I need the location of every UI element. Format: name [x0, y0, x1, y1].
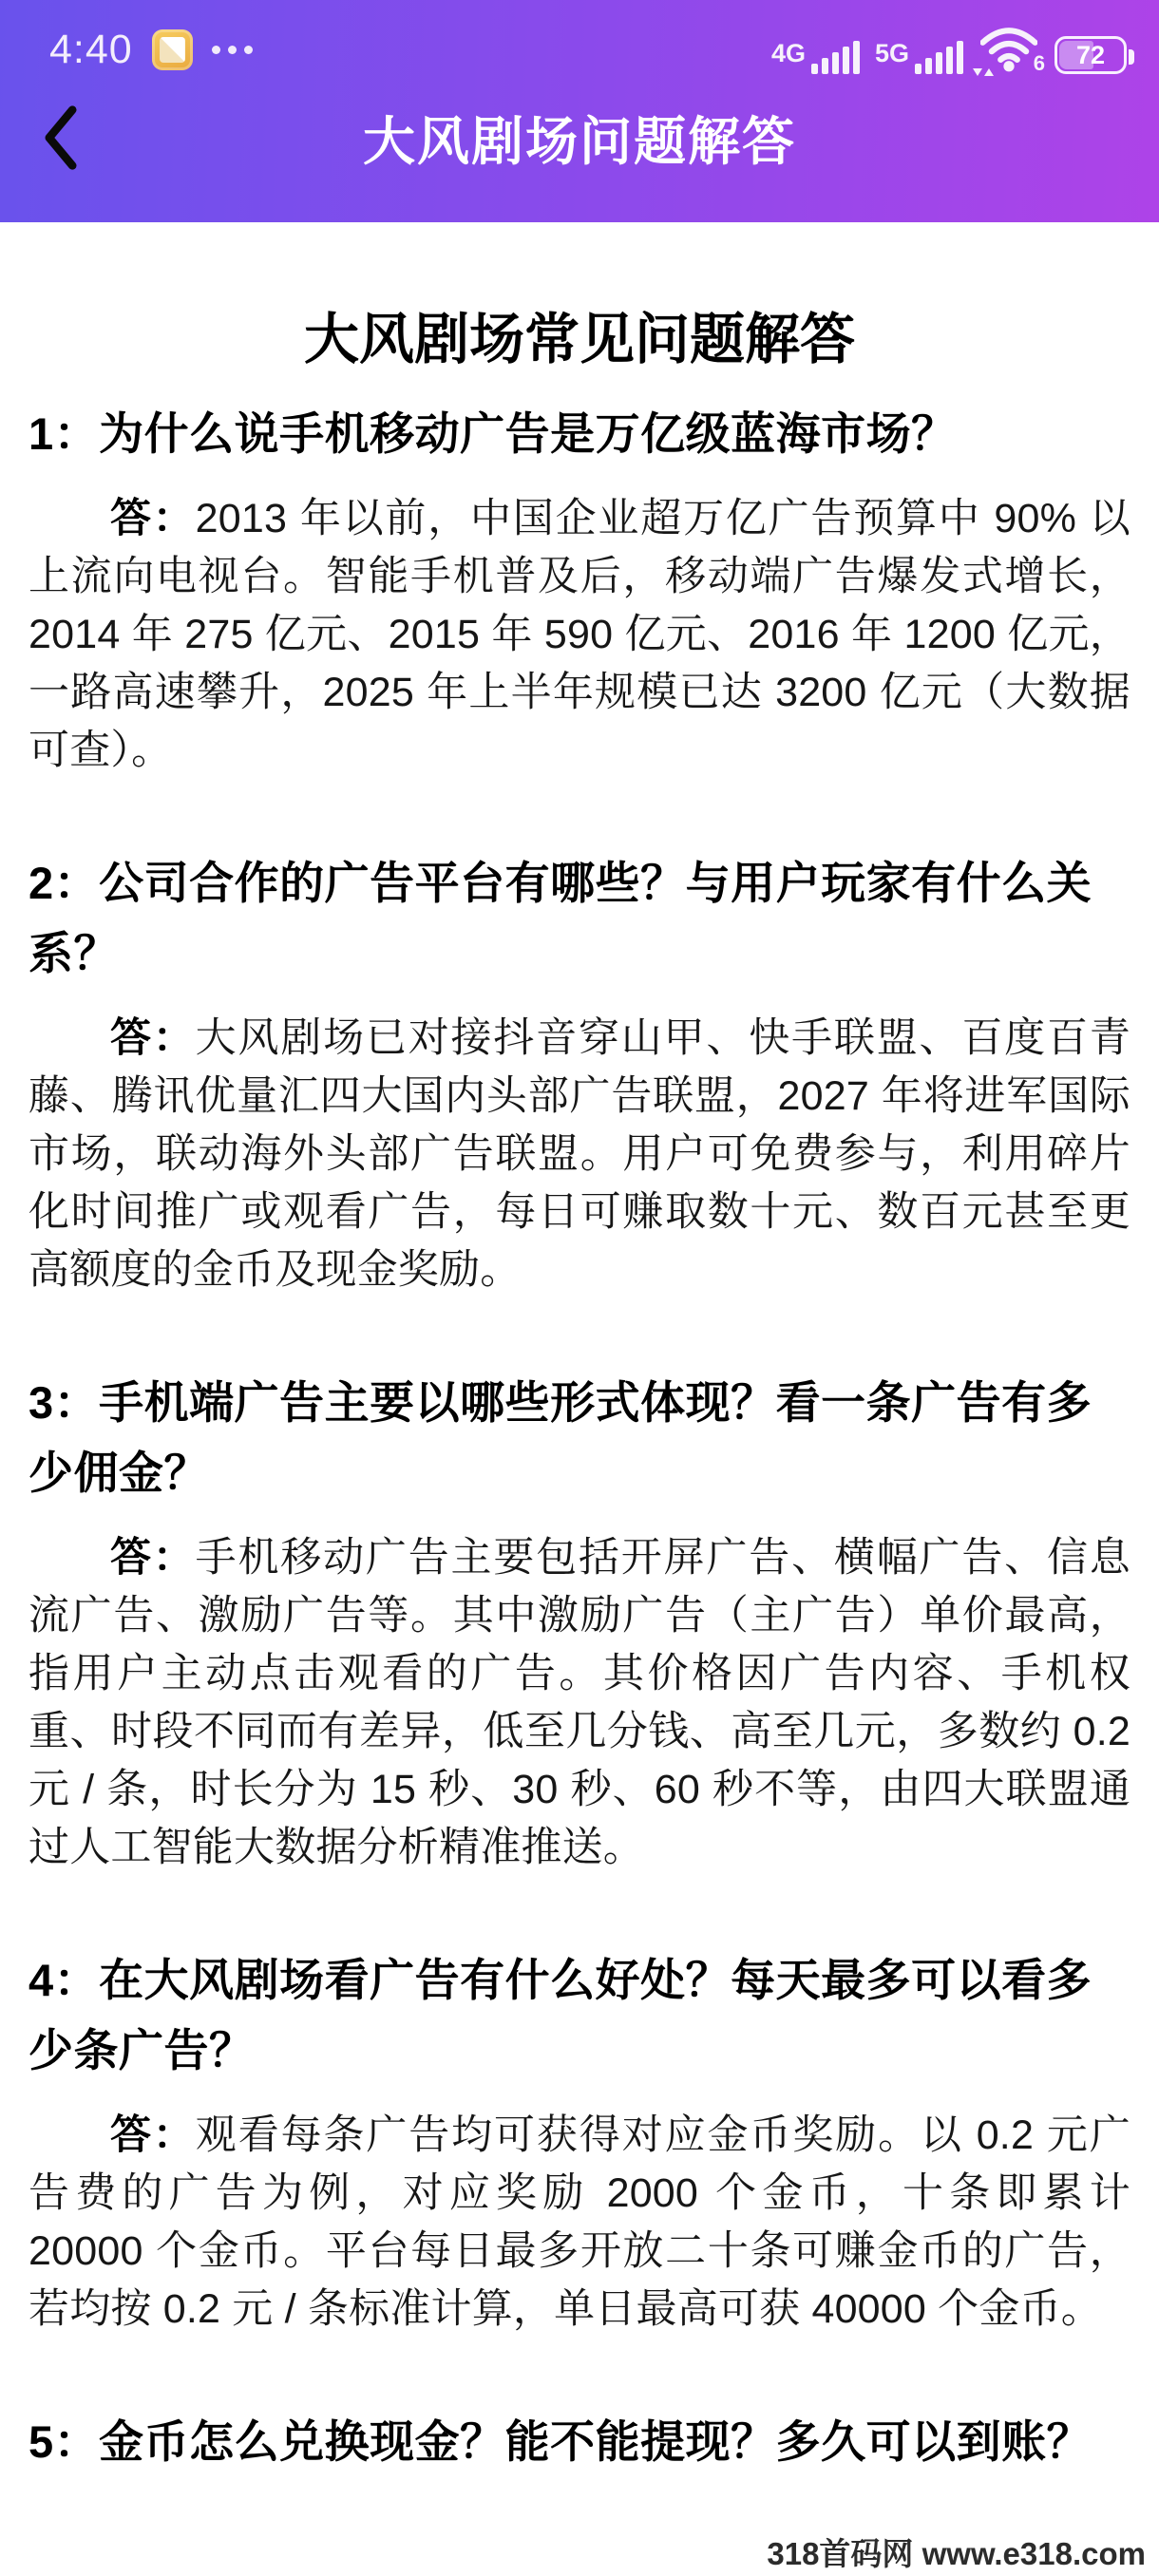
answer-text: 大风剧场已对接抖音穿山甲、快手联盟、百度百青藤、腾讯优量汇四大国内头部广告联盟，2027 年将进军国际市场，联动海外头部广告联盟。用户可免费参与，利用碎片化时间推广或观看广告，每日可赚取数十元、数百元甚至更高额度的金币及现金奖励。: [28, 1015, 1130, 1293]
question-heading: 5：金币怎么兑换现金？能不能提现？多久可以到账？: [28, 2416, 1092, 2467]
answer-text: 观看每条广告均可获得对应金币奖励。以 0.2 元广告费的广告为例，对应奖励 2000 个金币，十条即累计 20000 个金币。平台每日最多开放二十条可赚金币的广告，若均按 0.2 元 / 条标准计算，单日最高可获 40000 个金币。: [28, 2112, 1131, 2332]
signal-5g: [875, 41, 963, 74]
signal-bars-icon: [811, 41, 860, 74]
battery-level-text: 72: [1075, 40, 1106, 69]
answer-text: 手机移动广告主要包括开屏广告、横幅广告、信息流广告、激励广告等。其中激励广告（主广告）单价最高，指用户主动点击观看的广告。其价格因广告内容、手机权重、时段不同而有差异，低至几分钱、高至几元，多数约 0.2 元 / 条，时长分为 15 秒、30 秒、60 秒不等，由四大联盟通过人工智能大数据分析精准推送。: [28, 1535, 1130, 1870]
wifi-icon: [978, 25, 1045, 75]
answer-label: 答：: [110, 1015, 196, 1061]
back-button[interactable]: [40, 85, 106, 190]
answer-label: 答：: [110, 1535, 196, 1581]
faq-section-5: [28, 2407, 1130, 2477]
ellipsis-more-icon[interactable]: [212, 46, 253, 54]
answer-label: 答：: [110, 496, 196, 541]
chevron-left-icon: [40, 104, 82, 172]
faq-content: [0, 222, 1159, 2477]
faq-section-3: [28, 1368, 1130, 1877]
battery-icon: [1054, 36, 1127, 74]
signal-4g-label: 4G: [770, 39, 806, 67]
faq-section-1: [28, 399, 1130, 780]
question-heading: 1：为什么说手机移动广告是万亿级蓝海市场？: [28, 408, 957, 459]
question-heading: 4：在大风剧场看广告有什么好处？每天最多可以看多少条广告？: [28, 1955, 1092, 2075]
app-header: [0, 0, 1159, 222]
faq-section-4: [28, 1945, 1130, 2339]
answer-paragraph: [28, 490, 1130, 780]
faq-title: 大风剧场常见问题解答: [303, 309, 855, 370]
signal-4g: [771, 41, 860, 74]
page-header-title: 大风剧场问题解答: [362, 111, 796, 171]
signal-5g-label: 5G: [874, 39, 909, 67]
watermark-text: 318首码网 www.e318.com: [767, 2536, 1146, 2571]
answer-paragraph: [28, 1529, 1130, 1877]
wifi6-label: 6: [1033, 51, 1045, 75]
floating-note-icon[interactable]: [152, 29, 193, 70]
question-heading: 2：公司合作的广告平台有哪些？与用户玩家有什么关系？: [28, 858, 1092, 978]
answer-text: 2013 年以前，中国企业超万亿广告预算中 90% 以上流向电视台。智能手机普及后，移动端广告爆发式增长，2014 年 275 亿元、2015 年 590 亿元、2016 年 1200 亿元，一路高速攀升，2025 年上半年规模已达 3200 亿元（大数据可查）。: [28, 496, 1130, 773]
question-heading: 3：手机端广告主要以哪些形式体现？看一条广告有多少佣金？: [28, 1377, 1092, 1498]
nav-bar: [0, 72, 1159, 215]
signal-bars-icon: [915, 41, 963, 74]
answer-paragraph: [28, 2107, 1130, 2339]
answer-paragraph: [28, 1010, 1130, 1299]
answer-label: 答：: [110, 2112, 196, 2158]
status-bar: [0, 0, 1159, 75]
clock-time: 4:40: [49, 26, 133, 72]
faq-section-2: [28, 848, 1130, 1299]
